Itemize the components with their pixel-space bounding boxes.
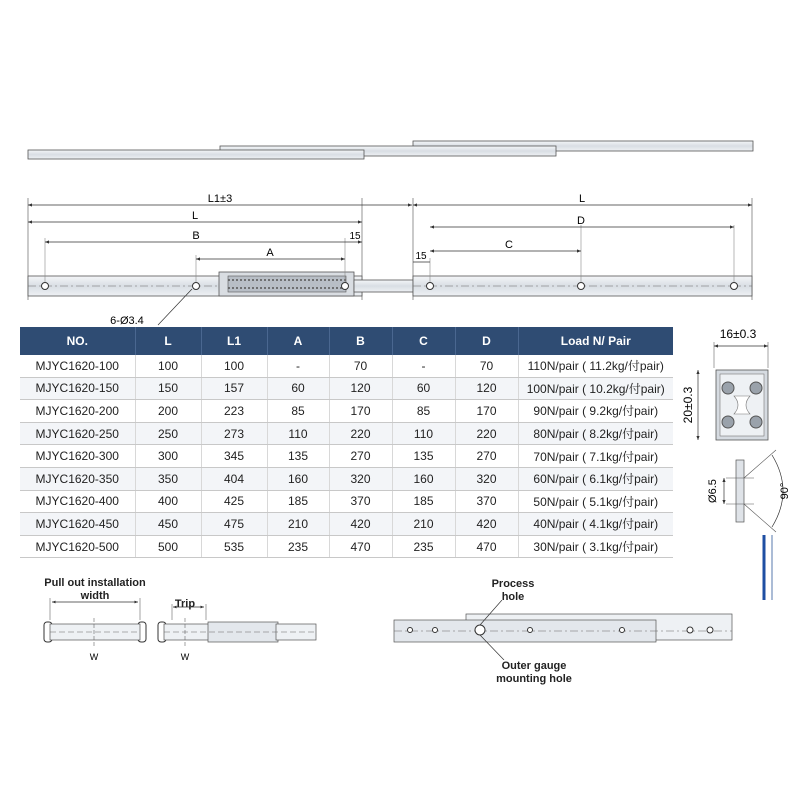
table-row — [20, 355, 673, 377]
slide-drawing — [0, 0, 800, 330]
mount-hole — [193, 283, 200, 290]
pullout-view — [44, 618, 146, 648]
header-no: NO. — [20, 327, 135, 355]
header-l: L — [135, 327, 201, 355]
table-row — [20, 422, 673, 445]
countersink-detail — [707, 450, 791, 532]
table-row — [20, 377, 673, 400]
table-cell: 40N/pair ( 4.1kg/付pair) — [518, 513, 673, 536]
table-cell: 300 — [135, 445, 201, 468]
mount-hole — [42, 283, 49, 290]
header-d: D — [455, 327, 518, 355]
table-cell: 210 — [392, 513, 455, 536]
table-cell: 320 — [455, 467, 518, 490]
table-cell: 345 — [201, 445, 267, 468]
header-c: C — [392, 327, 455, 355]
hole — [707, 627, 713, 633]
table-cell: 60 — [392, 377, 455, 400]
table-cell: 400 — [135, 490, 201, 513]
left-rail-view — [28, 193, 414, 327]
table-cell: 160 — [267, 467, 329, 490]
table-cell: - — [392, 355, 455, 377]
dim-width: 16±0.3 — [719, 327, 757, 341]
table-cell: 500 — [135, 535, 201, 558]
table-row — [20, 513, 673, 536]
table-cell: 110 — [267, 422, 329, 445]
table-cell: MJYC1620-400 — [20, 490, 135, 513]
rail-profile — [716, 370, 768, 440]
table-cell: 70 — [329, 355, 392, 377]
right-rail-view — [413, 193, 752, 300]
table-cell: 85 — [392, 400, 455, 423]
table-cell: 50N/pair ( 5.1kg/付pair) — [518, 490, 673, 513]
table-row — [20, 490, 673, 513]
table-header-row — [20, 327, 673, 355]
table-cell: 220 — [455, 422, 518, 445]
dim-height: 20±0.3 — [681, 386, 695, 424]
process-hole-line2: hole — [501, 591, 525, 603]
table-cell: MJYC1620-500 — [20, 535, 135, 558]
table-cell: 210 — [267, 513, 329, 536]
table-cell: 185 — [392, 490, 455, 513]
table-cell: 370 — [455, 490, 518, 513]
table-cell: 185 — [267, 490, 329, 513]
process-hole — [475, 625, 485, 635]
table-cell: 535 — [201, 535, 267, 558]
table-cell: 100 — [201, 355, 267, 377]
table-row — [20, 400, 673, 423]
table-cell: MJYC1620-200 — [20, 400, 135, 423]
header-l1: L1 — [201, 327, 267, 355]
table-cell: 60N/pair ( 6.1kg/付pair) — [518, 467, 673, 490]
table-cell: 80N/pair ( 8.2kg/付pair) — [518, 422, 673, 445]
outer-gauge-line2: mounting hole — [496, 673, 572, 685]
table-cell: 110N/pair ( 11.2kg/付pair) — [518, 355, 673, 377]
process-hole-line1: Process — [491, 578, 535, 590]
dim-a: A — [266, 247, 274, 259]
table-cell: MJYC1620-450 — [20, 513, 135, 536]
mount-hole — [342, 283, 349, 290]
table-cell: 420 — [329, 513, 392, 536]
header-b: B — [329, 327, 392, 355]
hole — [620, 628, 625, 633]
table-cell: 320 — [329, 467, 392, 490]
table-cell: 470 — [455, 535, 518, 558]
outer-gauge-line1: Outer gauge — [501, 660, 567, 672]
table-row — [20, 445, 673, 468]
mount-hole — [578, 283, 585, 290]
table-cell: 100N/pair ( 10.2kg/付pair) — [518, 377, 673, 400]
table-cell: 157 — [201, 377, 267, 400]
mounting-hole-diagram — [390, 600, 740, 660]
w-right: W — [180, 652, 190, 662]
w-left: W — [89, 652, 99, 662]
table-cell: 420 — [455, 513, 518, 536]
dim-hole: Ø6.5 — [707, 479, 719, 503]
table-cell: 135 — [267, 445, 329, 468]
trip-view — [158, 618, 316, 648]
table-cell: 470 — [329, 535, 392, 558]
table-cell: 135 — [392, 445, 455, 468]
header-a: A — [267, 327, 329, 355]
table-cell: 220 — [329, 422, 392, 445]
table-cell: MJYC1620-300 — [20, 445, 135, 468]
table-cell: 270 — [455, 445, 518, 468]
table-cell: 270 — [329, 445, 392, 468]
table-cell: MJYC1620-100 — [20, 355, 135, 377]
table-cell: 70 — [455, 355, 518, 377]
ball-cage — [228, 276, 346, 292]
extended-slide-view — [28, 141, 753, 159]
table-row — [20, 535, 673, 558]
table-cell: 475 — [201, 513, 267, 536]
dim-l-right: L — [578, 193, 586, 205]
table-cell: - — [267, 355, 329, 377]
table-cell: MJYC1620-150 — [20, 377, 135, 400]
table-cell: 235 — [392, 535, 455, 558]
table-cell: 223 — [201, 400, 267, 423]
table-cell: 200 — [135, 400, 201, 423]
table-row — [20, 467, 673, 490]
hole — [687, 627, 693, 633]
outer-gauge-label — [482, 660, 586, 686]
table-cell: 370 — [329, 490, 392, 513]
hole — [528, 628, 533, 633]
table-cell: 170 — [455, 400, 518, 423]
cross-section-view — [676, 320, 800, 605]
dim-offset-right: 15 — [415, 251, 427, 262]
table-cell: 425 — [201, 490, 267, 513]
spec-table — [20, 327, 673, 558]
pullout-label-line1: Pull out installation — [44, 577, 146, 589]
table-cell: 90N/pair ( 9.2kg/付pair) — [518, 400, 673, 423]
table-cell: 450 — [135, 513, 201, 536]
dim-b: B — [192, 230, 200, 242]
dim-d: D — [577, 215, 585, 227]
dim-l-left: L — [191, 210, 199, 222]
trip-label: Trip — [174, 598, 196, 610]
hole — [408, 628, 413, 633]
hole — [433, 628, 438, 633]
table-cell: 273 — [201, 422, 267, 445]
table-cell: 160 — [392, 467, 455, 490]
table-cell: 120 — [329, 377, 392, 400]
table-cell: 350 — [135, 467, 201, 490]
table-cell: MJYC1620-250 — [20, 422, 135, 445]
installation-diagram — [30, 598, 330, 668]
table-cell: 30N/pair ( 3.1kg/付pair) — [518, 535, 673, 558]
table-cell: 60 — [267, 377, 329, 400]
mount-hole — [427, 283, 434, 290]
table-cell: 235 — [267, 535, 329, 558]
table-cell: 100 — [135, 355, 201, 377]
table-cell: 85 — [267, 400, 329, 423]
table-cell: 120 — [455, 377, 518, 400]
mount-hole — [731, 283, 738, 290]
pullout-label-line2: width — [80, 590, 110, 602]
table-cell: 170 — [329, 400, 392, 423]
dim-holes: 6-Ø3.4 — [110, 315, 144, 327]
dim-c: C — [505, 239, 513, 251]
table-cell: 110 — [392, 422, 455, 445]
header-load: Load N/ Pair — [518, 327, 673, 355]
table-cell: 70N/pair ( 7.1kg/付pair) — [518, 445, 673, 468]
table-cell: 404 — [201, 467, 267, 490]
dim-angle: 90° — [779, 482, 791, 500]
table-cell: 250 — [135, 422, 201, 445]
dim-l1: L1±3 — [207, 193, 233, 205]
dim-offset-left: 15 — [349, 231, 361, 242]
table-cell: 150 — [135, 377, 201, 400]
table-cell: MJYC1620-350 — [20, 467, 135, 490]
